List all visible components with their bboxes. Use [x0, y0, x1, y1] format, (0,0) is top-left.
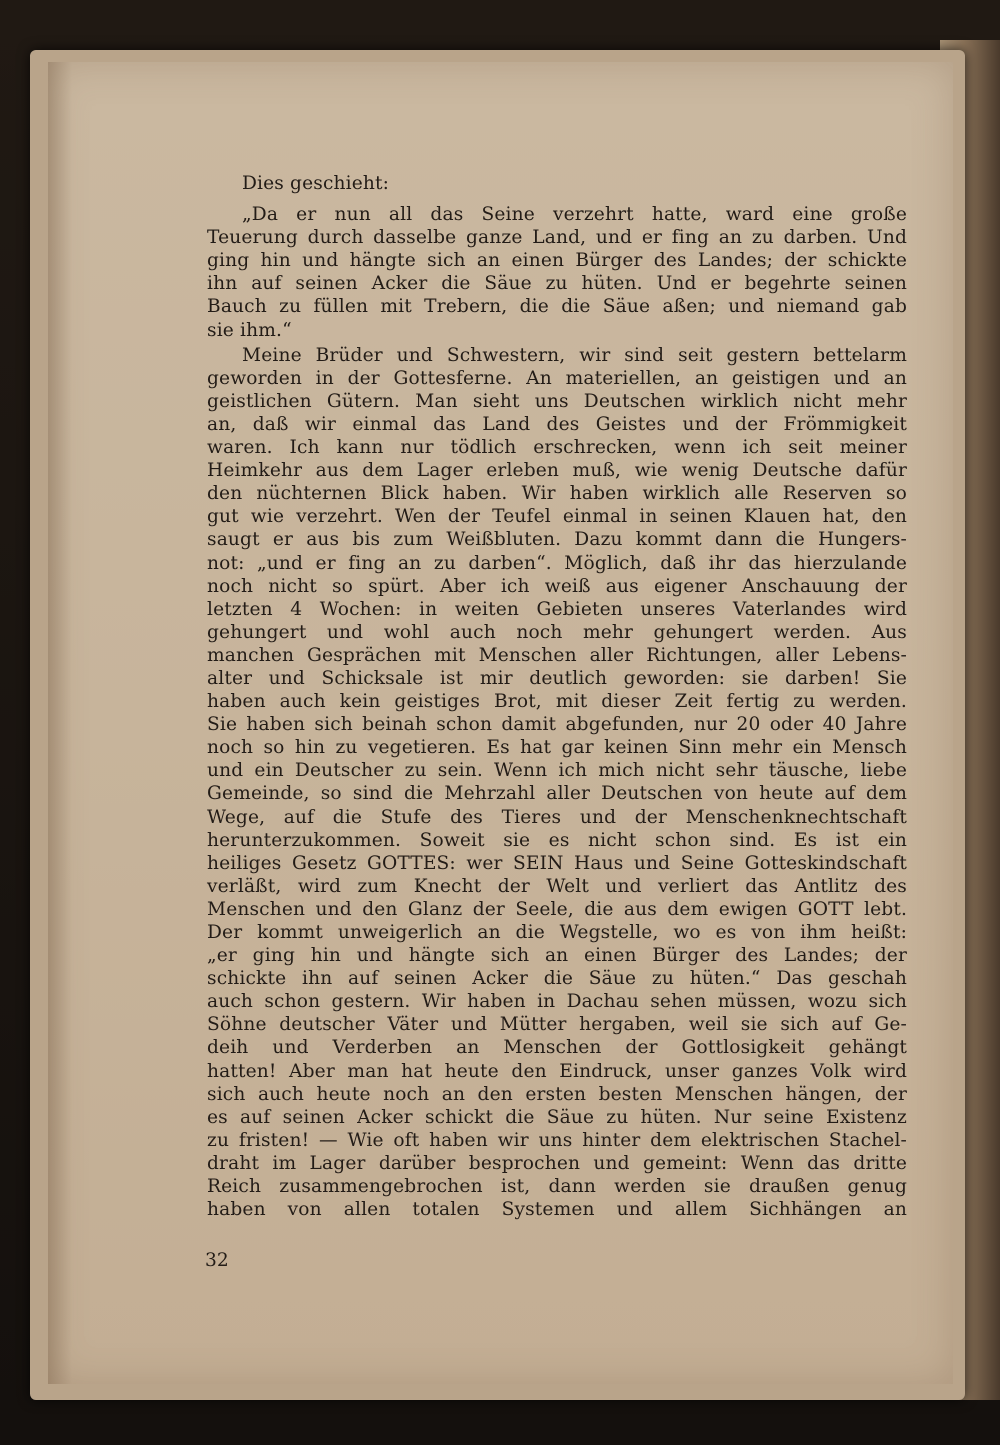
body-line: heiliges Gesetz GOTTES: wer SEIN Haus und Seine Gotteskindschaft: [207, 852, 907, 874]
page-text: [207, 172, 907, 1221]
body-line: haben auch kein geistiges Brot, mit dieser Zeit fertig zu werden.: [207, 691, 907, 713]
body-line: Menschen und den Glanz der Seele, die aus dem ewigen GOTT lebt.: [207, 898, 907, 920]
body-line: „er ging hin und hängte sich an einen Bürger des Landes; der: [207, 945, 907, 967]
body-line: not: „und er fing an zu darben“. Möglich, daß ihr das hierzulande: [207, 552, 907, 574]
body-line: Heimkehr aus dem Lager erleben muß, wie wenig Deutsche dafür: [207, 460, 907, 482]
body-line: sich auch heute noch an den ersten besten Menschen hängen, der: [207, 1083, 907, 1105]
body-line: noch nicht so spürt. Aber ich weiß aus eigener Anschauung der: [207, 575, 907, 597]
body-line: verläßt, wird zum Knecht der Welt und verliert das Antlitz des: [207, 875, 907, 897]
body-line: schickte ihn auf seinen Acker die Säue zu hüten.“ Das geschah: [207, 968, 907, 990]
body-line: draht im Lager darüber besprochen und gemeint: Wenn das dritte: [207, 1152, 907, 1174]
body-paragraph: [207, 344, 907, 1222]
body-line: waren. Ich kann nur tödlich erschrecken, wenn ich seit meiner: [207, 437, 907, 459]
body-line: haben von allen totalen Systemen und allem Sichhängen an: [207, 1199, 907, 1221]
section-heading: Dies geschieht:: [242, 173, 390, 194]
book-page: [48, 62, 953, 1384]
body-line: zu fristen! — Wie oft haben wir uns hinter dem elektrischen Stachel-: [207, 1129, 907, 1151]
body-line: und ein Deutscher zu sein. Wenn ich mich nicht sehr täusche, liebe: [207, 760, 907, 782]
body-line: Reich zusammengebrochen ist, dann werden sie draußen genug: [207, 1176, 907, 1198]
body-line: alter und Schicksale ist mir deutlich geworden: sie darben! Sie: [207, 667, 907, 689]
quote-line: Teuerung durch dasselbe ganze Land, und er fing an zu darben. Und: [207, 227, 907, 249]
quote-line: ihn auf seinen Acker die Säue zu hüten. Und er begehrte seinen: [207, 273, 907, 295]
body-line: geworden in der Gottesferne. An materiellen, an geistigen und an: [207, 367, 907, 389]
body-line: Meine Brüder und Schwestern, wir sind seit gestern bettelarm: [242, 344, 907, 366]
body-line: auch schon gestern. Wir haben in Dachau sehen müssen, wozu sich: [207, 991, 907, 1013]
body-line: gut wie verzehrt. Wen der Teufel einmal in seinen Klauen hat, den: [207, 506, 907, 528]
body-line: an, daß wir einmal das Land des Geistes und der Frömmigkeit: [207, 413, 907, 435]
body-line: Sie haben sich beinah schon damit abgefunden, nur 20 oder 40 Jahre: [207, 714, 907, 736]
body-line: hatten! Aber man hat heute den Eindruck, unser ganzes Volk wird: [207, 1060, 907, 1082]
body-line: deih und Verderben an Menschen der Gottlosigkeit gehängt: [207, 1037, 907, 1059]
body-line: gehungert und wohl auch noch mehr gehungert werden. Aus: [207, 621, 907, 643]
quote-line: sie ihm.“: [207, 319, 292, 341]
body-line: herunterzukommen. Soweit sie es nicht schon sind. Es ist ein: [207, 829, 907, 851]
page-number: 32: [205, 1250, 229, 1271]
body-line: manchen Gesprächen mit Menschen aller Richtungen, aller Lebens-: [207, 644, 907, 666]
body-line: Wege, auf die Stufe des Tieres und der Menschenknechtschaft: [207, 806, 907, 828]
body-line: letzten 4 Wochen: in weiten Gebieten unseres Vaterlandes wird: [207, 598, 907, 620]
body-line: noch so hin zu vegetieren. Es hat gar keinen Sinn mehr ein Mensch: [207, 737, 907, 759]
quote-paragraph: [207, 203, 907, 342]
body-line: geistlichen Gütern. Man sieht uns Deutschen wirklich nicht mehr: [207, 390, 907, 412]
body-line: Gemeinde, so sind die Mehrzahl aller Deutschen von heute auf dem: [207, 783, 907, 805]
quote-line: „Da er nun all das Seine verzehrt hatte, ward eine große: [242, 204, 907, 226]
body-line: den nüchternen Blick haben. Wir haben wirklich alle Reserven so: [207, 483, 907, 505]
body-line: Söhne deutscher Väter und Mütter hergaben, weil sie sich auf Ge-: [207, 1014, 907, 1036]
quote-line: Bauch zu füllen mit Trebern, die die Säue aßen; und niemand gab: [207, 296, 907, 318]
body-line: es auf seinen Acker schickt die Säue zu hüten. Nur seine Existenz: [207, 1106, 907, 1128]
body-line: saugt er aus bis zum Weißbluten. Dazu kommt dann die Hungers-: [207, 529, 907, 551]
quote-line: ging hin und hängte sich an einen Bürger des Landes; der schickte: [207, 250, 907, 272]
body-line: Der kommt unweigerlich an die Wegstelle, wo es von ihm heißt:: [207, 922, 907, 943]
